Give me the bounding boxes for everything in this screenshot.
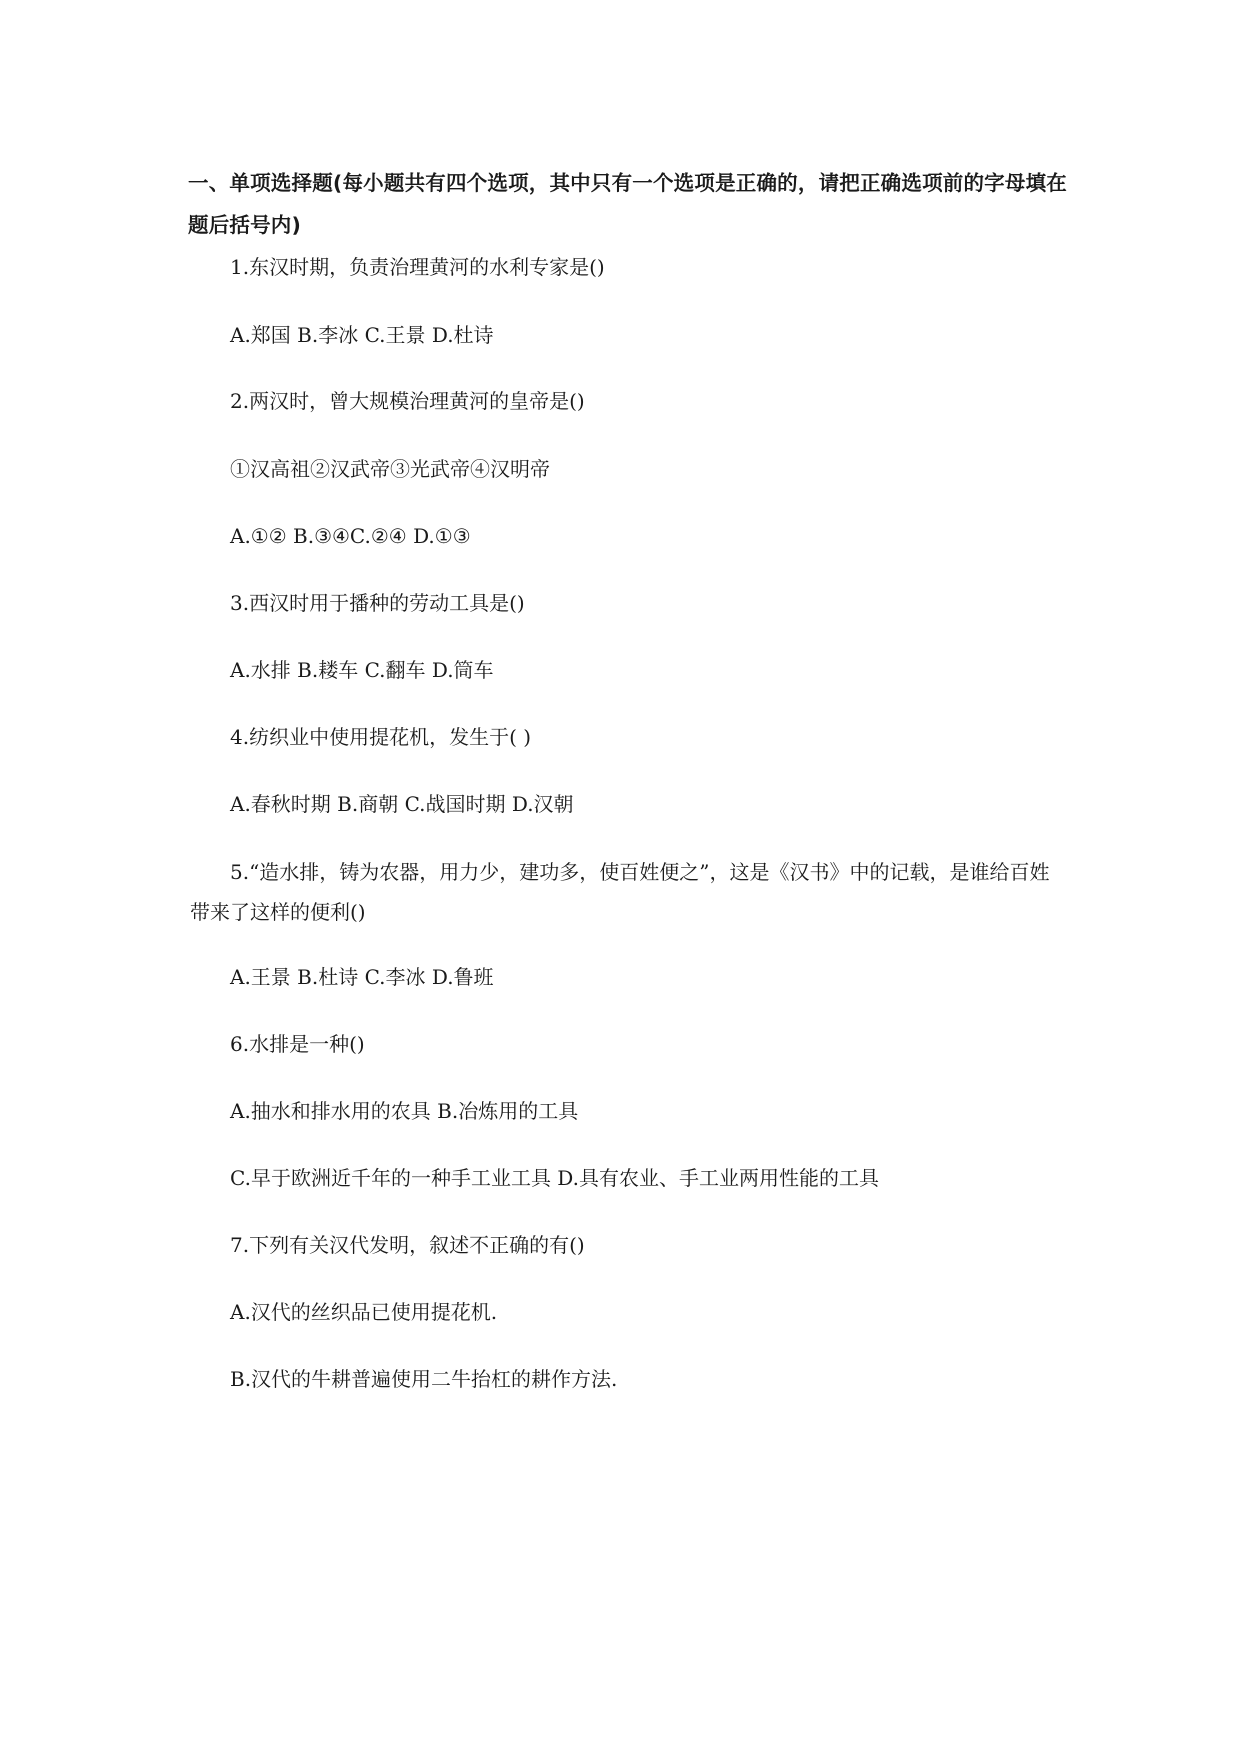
question-2-items: ①汉高祖②汉武帝③光武帝④汉明帝 xyxy=(230,457,550,481)
question-2: 2.两汉时，曾大规模治理黄河的皇帝是() xyxy=(230,389,585,413)
question-2-options: A.①② B.③④C.②④ D.①③ xyxy=(230,524,471,548)
question-6: 6.水排是一种() xyxy=(230,1032,365,1056)
question-7-option-b: B.汉代的牛耕普遍使用二牛抬杠的耕作方法. xyxy=(230,1367,618,1391)
question-4-options: A.春秋时期 B.商朝 C.战国时期 D.汉朝 xyxy=(230,792,574,816)
question-3: 3.西汉时用于播种的劳动工具是() xyxy=(230,591,525,615)
question-1: 1.东汉时期，负责治理黄河的水利专家是() xyxy=(230,255,605,279)
question-1-options: A.郑国 B.李冰 C.王景 D.杜诗 xyxy=(230,323,494,347)
question-5: 5.“造水排，铸为农器，用力少，建功多，使百姓便之”，这是《汉书》中的记载，是谁给百姓带来了这样的便利() xyxy=(190,860,1050,924)
question-5-options: A.王景 B.杜诗 C.李冰 D.鲁班 xyxy=(230,965,494,989)
question-7-option-a: A.汉代的丝织品已使用提花机. xyxy=(230,1300,498,1324)
question-6-options-cd: C.早于欧洲近千年的一种手工业工具 D.具有农业、手工业两用性能的工具 xyxy=(230,1166,879,1190)
question-3-options: A.水排 B.耧车 C.翻车 D.筒车 xyxy=(230,658,494,682)
question-4: 4.纺织业中使用提花机，发生于( ) xyxy=(230,725,532,749)
question-7: 7.下列有关汉代发明，叙述不正确的有() xyxy=(230,1233,585,1257)
question-6-options-ab: A.抽水和排水用的农具 B.冶炼用的工具 xyxy=(230,1099,579,1123)
section-heading: 一、单项选择题(每小题共有四个选项，其中只有一个选项是正确的，请把正确选项前的字母填在题后括号内) xyxy=(188,171,1067,237)
